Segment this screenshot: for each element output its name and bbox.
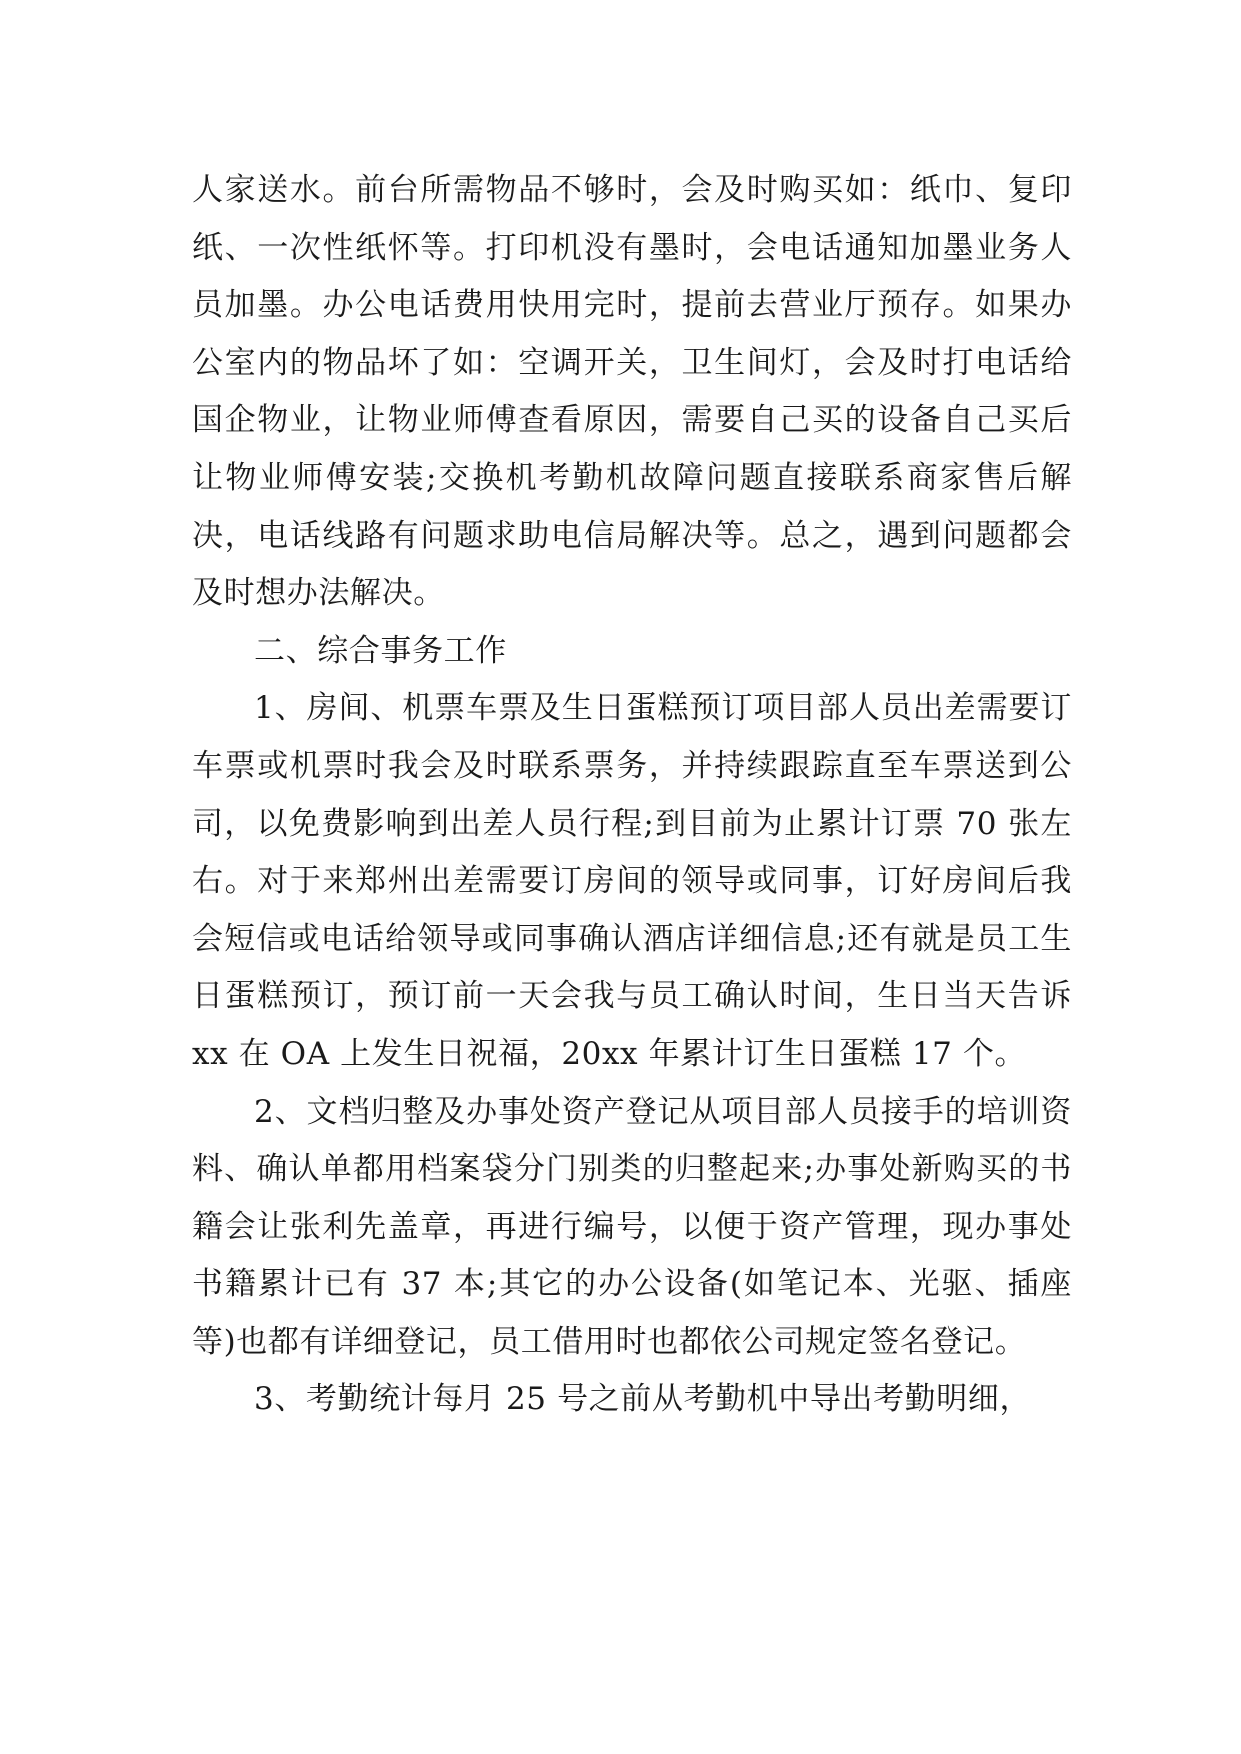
paragraph-booking: 1、房间、机票车票及生日蛋糕预订项目部人员出差需要订车票或机票时我会及时联系票务，并持续跟踪直至车票送到公司，以免费影响到出差人员行程;到目前为止累计订票 70 张左右。对于来郑州出差需要订房间的领导或同事，订好房间后我会短信或电话给领导或同事确认酒店详细信息;还有就是员工生日蛋糕预订，预订前一天会我与员工确认时间，生日当天告诉 xx 在 OA 上发生日祝福，20xx 年累计订生日蛋糕 17 个。 <box>192 690 1072 1072</box>
paragraph-document-assets: 2、文档归整及办事处资产登记从项目部人员接手的培训资料、确认单都用档案袋分门别类的归整起来;办事处新购买的书籍会让张利先盖章，再进行编号，以便于资产管理，现办事处书籍累计已有 37 本;其它的办公设备(如笔记本、光驱、插座等)也都有详细登记，员工借用时也都依公司规定签名登记。 <box>192 1093 1072 1360</box>
section-heading-general-affairs: 二、综合事务工作 <box>254 632 507 669</box>
paragraph-front-desk-supplies: 人家送水。前台所需物品不够时，会及时购买如：纸巾、复印纸、一次性纸怀等。打印机没有墨时，会电话通知加墨业务人员加墨。办公电话费用快用完时，提前去营业厅预存。如果办公室内的物品坏了如：空调开关，卫生间灯，会及时打电话给国企物业，让物业师傅查看原因，需要自己买的设备自己买后让物业师傅安装;交换机考勤机故障问题直接联系商家售后解决，电话线路有问题求助电信局解决等。总之，遇到问题都会及时想办法解决。 <box>192 172 1072 612</box>
document-body <box>192 162 1072 1429</box>
paragraph-attendance: 3、考勤统计每月 25 号之前从考勤机中导出考勤明细， <box>254 1381 1032 1418</box>
